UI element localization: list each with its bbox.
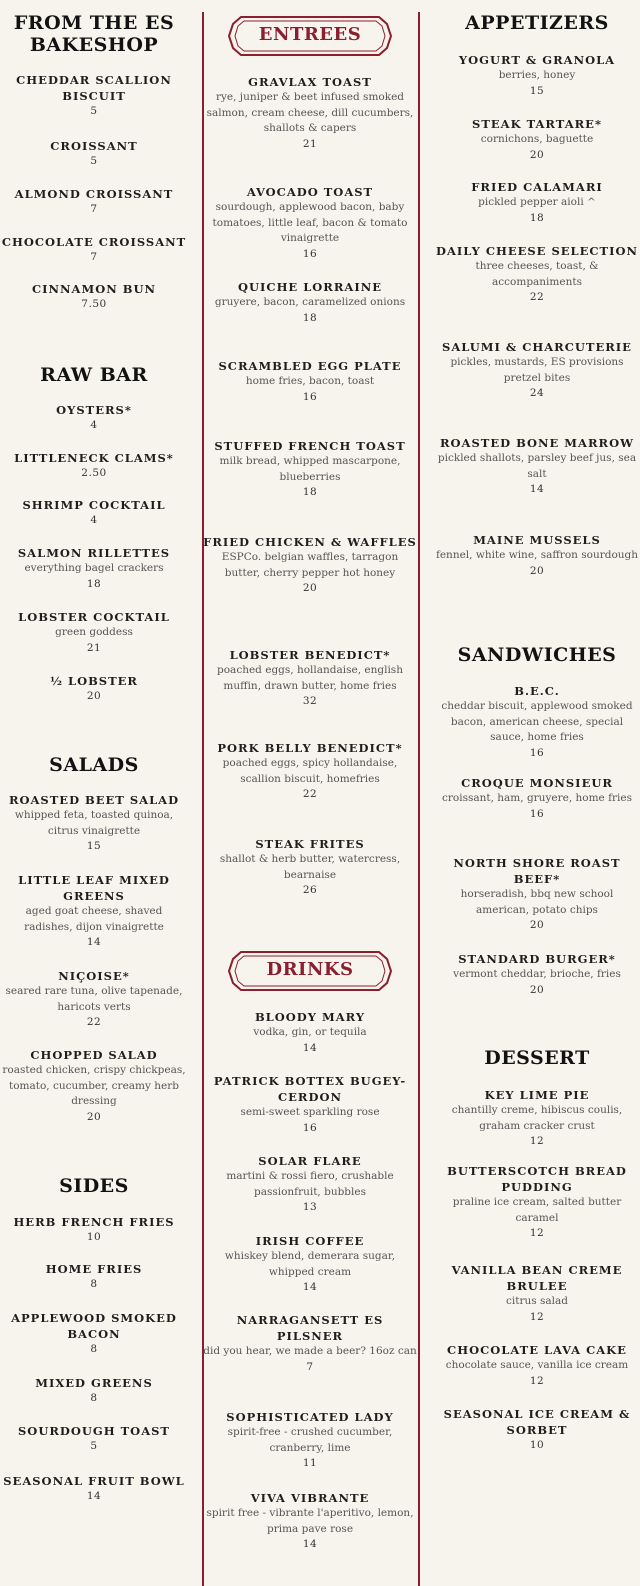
menu-item-description: sourdough, applewood bacon, baby tomatoes, little leaf, bacon & tomato vinaigrette bbox=[212, 201, 408, 244]
menu-item-name: NIÇOISE* bbox=[58, 969, 130, 983]
menu-item-name: DAILY CHEESE SELECTION bbox=[435, 244, 638, 258]
menu-item-price: 10 bbox=[529, 1439, 545, 1451]
menu-item-price: 18 bbox=[302, 486, 318, 498]
menu-item-stuffed-french-toast bbox=[203, 438, 417, 501]
menu-item-price: 20 bbox=[86, 690, 102, 702]
menu-item-vanilla-bean-creme-brulee bbox=[434, 1262, 640, 1325]
menu-item-name: SCRAMBLED EGG PLATE bbox=[218, 359, 402, 373]
menu-item-name: FRIED CHICKEN & WAFFLES bbox=[203, 535, 417, 549]
menu-item-description: chantilly creme, hibiscus coulis, graham cracker crust bbox=[451, 1104, 623, 1132]
menu-item-description: whipped feta, toasted quinoa, citrus vinaigrette bbox=[14, 809, 174, 837]
menu-item-ni-oise bbox=[0, 968, 188, 1031]
menu-item-price: 16 bbox=[302, 247, 318, 260]
menu-item-roasted-bone-marrow bbox=[434, 435, 640, 498]
menu-item-name: CHOPPED SALAD bbox=[30, 1048, 158, 1062]
menu-item-name: KEY LIME PIE bbox=[484, 1088, 590, 1102]
menu-item-price: 18 bbox=[86, 577, 102, 590]
menu-item-croque-monsieur bbox=[434, 775, 640, 822]
section-title-salads: SALADS bbox=[49, 754, 139, 776]
menu-item-cinnamon-bun bbox=[0, 281, 188, 313]
menu-item-name: ROASTED BEET SALAD bbox=[8, 793, 180, 807]
menu-item-standard-burger bbox=[434, 951, 640, 998]
menu-item-name: SOLAR FLARE bbox=[258, 1154, 362, 1168]
menu-item-price: 20 bbox=[86, 1110, 102, 1123]
menu-item-name: HOME FRIES bbox=[45, 1262, 143, 1276]
menu-item-name: CHOCOLATE LAVA CAKE bbox=[447, 1343, 627, 1357]
menu-item-price: 16 bbox=[529, 746, 545, 759]
menu-item-name: HERB FRENCH FRIES bbox=[13, 1215, 175, 1229]
menu-item-chocolate-lava-cake bbox=[434, 1342, 640, 1389]
menu-item-price: 14 bbox=[86, 1490, 102, 1502]
menu-item-name: SHRIMP COCKTAIL bbox=[22, 498, 166, 512]
menu-item-name: AVOCADO TOAST bbox=[246, 185, 374, 199]
section-title-sandwiches: SANDWICHES bbox=[457, 644, 617, 666]
menu-item-name: FRIED CALAMARI bbox=[471, 180, 603, 194]
menu-item-price: 20 bbox=[529, 983, 545, 996]
menu-item-description: milk bread, whipped mascarpone, blueberries bbox=[219, 455, 401, 483]
menu-item-chopped-salad bbox=[0, 1047, 188, 1125]
menu-item-name: SEASONAL ICE CREAM & SORBET bbox=[443, 1407, 631, 1437]
menu-item-description: horseradish, bbq new school american, potato chips bbox=[460, 888, 614, 916]
menu-item-description: whiskey blend, demerara sugar, whipped cream bbox=[224, 1250, 396, 1278]
menu-item-price: 20 bbox=[529, 919, 545, 931]
menu-item-home-fries bbox=[0, 1261, 188, 1293]
menu-item-little-leaf-mixed-greens bbox=[0, 872, 188, 951]
menu-item-price: 21 bbox=[302, 137, 318, 150]
menu-item-sourdough-toast bbox=[0, 1423, 188, 1455]
menu-item-price: 20 bbox=[529, 148, 545, 161]
menu-item-name: SALMON RILLETTES bbox=[17, 546, 171, 560]
menu-item-bloody-mary bbox=[203, 1009, 417, 1056]
menu-item-price: 15 bbox=[529, 84, 545, 97]
menu-item-name: GRAVLAX TOAST bbox=[248, 75, 372, 89]
menu-item-north-shore-roast-beef bbox=[434, 855, 640, 934]
section-banner-entrees bbox=[203, 14, 417, 58]
menu-item-description: aged goat cheese, shaved radishes, dijon vinaigrette bbox=[24, 905, 164, 933]
menu-item-price: 26 bbox=[302, 884, 318, 896]
menu-item-price: 8 bbox=[90, 1392, 98, 1404]
menu-item-name: OYSTERS* bbox=[56, 403, 132, 417]
menu-item-name: SALUMI & CHARCUTERIE bbox=[442, 340, 632, 354]
menu-item-seasonal-fruit-bowl bbox=[0, 1473, 188, 1505]
menu-item-price: 8 bbox=[90, 1278, 98, 1290]
menu-item-name: NARRAGANSETT ES PILSNER bbox=[236, 1313, 384, 1343]
menu-item-price: 16 bbox=[302, 390, 318, 403]
banner bbox=[227, 949, 393, 993]
section-title-from-the-es-bakeshop: FROM THE ES BAKESHOP bbox=[13, 12, 175, 56]
menu-item-description: martini & rossi fiero, crushable passionfruit, bubbles bbox=[226, 1170, 394, 1198]
menu-item-name: ½ LOBSTER bbox=[49, 674, 138, 688]
menu-item-description: three cheeses, toast, & accompaniments bbox=[475, 260, 599, 288]
menu-item-price: 18 bbox=[302, 311, 318, 324]
menu-item-roasted-beet-salad bbox=[0, 792, 188, 855]
menu-item-littleneck-clams bbox=[0, 450, 188, 482]
menu-item-description: semi-sweet sparkling rose bbox=[240, 1106, 380, 1118]
menu-item-price: 24 bbox=[529, 387, 545, 399]
menu-item-price: 7 bbox=[90, 251, 98, 263]
menu-item-price: 11 bbox=[302, 1457, 318, 1469]
menu-item-daily-cheese-selection bbox=[434, 243, 640, 306]
section-banner-drinks bbox=[203, 949, 417, 993]
menu-item-name: STEAK FRITES bbox=[255, 837, 365, 851]
menu-item-name: MIXED GREENS bbox=[35, 1376, 153, 1390]
menu-item-name: PORK BELLY BENEDICT* bbox=[217, 741, 403, 755]
menu-item-croissant bbox=[0, 138, 188, 170]
menu-item-price: 20 bbox=[529, 564, 545, 577]
menu-item-name: BUTTERSCOTCH BREAD PUDDING bbox=[447, 1164, 627, 1194]
menu-item-salumi-charcuterie bbox=[434, 339, 640, 402]
menu-item-description: roasted chicken, crispy chickpeas, tomato, cucumber, creamy herb dressing bbox=[2, 1064, 186, 1107]
column-divider-right bbox=[418, 12, 420, 1586]
menu-item-description: citrus salad bbox=[506, 1295, 568, 1307]
section-title-raw-bar: RAW BAR bbox=[40, 364, 148, 386]
menu-item-patrick-bottex-bugey-cerdon bbox=[203, 1073, 417, 1136]
menu-item-irish-coffee bbox=[203, 1233, 417, 1296]
menu-item-price: 5 bbox=[90, 1440, 98, 1452]
menu-item-price: 12 bbox=[529, 1310, 545, 1323]
menu-item-description: fennel, white wine, saffron sourdough bbox=[435, 549, 639, 561]
menu-item-seasonal-ice-cream-sorbet bbox=[434, 1406, 640, 1454]
menu-item-name: ROASTED BONE MARROW bbox=[439, 436, 635, 450]
menu-item-price: 14 bbox=[529, 483, 545, 495]
menu-item-name: BLOODY MARY bbox=[254, 1010, 366, 1024]
menu-item-narragansett-es-pilsner bbox=[203, 1312, 417, 1375]
menu-item-description: cheddar biscuit, applewood smoked bacon, american cheese, special sauce, home fries bbox=[441, 700, 633, 743]
menu-item-price: 22 bbox=[529, 291, 545, 303]
menu-item-description: green goddess bbox=[55, 626, 133, 638]
menu-item-name: LOBSTER BENEDICT* bbox=[229, 648, 391, 662]
menu-item-name: B.E.C. bbox=[514, 684, 560, 698]
menu-item-name: CHOCOLATE CROISSANT bbox=[1, 235, 187, 249]
menu-item-gravlax-toast bbox=[203, 74, 417, 152]
menu-item-sophisticated-lady bbox=[203, 1409, 417, 1472]
menu-item-name: CINNAMON BUN bbox=[31, 282, 156, 296]
menu-item-description: spirit free - vibrante l'aperitivo, lemon, prima pave rose bbox=[206, 1507, 414, 1535]
menu-item-oysters bbox=[0, 402, 188, 434]
menu-item-solar-flare bbox=[203, 1153, 417, 1216]
menu-item-salmon-rillettes bbox=[0, 545, 188, 592]
menu-item-name: YOGURT & GRANOLA bbox=[458, 53, 616, 67]
menu-item-price: 8 bbox=[90, 1343, 98, 1355]
menu-item-name: APPLEWOOD SMOKED BACON bbox=[11, 1311, 177, 1341]
menu-item-almond-croissant bbox=[0, 186, 188, 218]
menu-item-name: STEAK TARTARE* bbox=[472, 117, 602, 131]
menu-item-price: 4 bbox=[90, 514, 98, 526]
menu-item-viva-vibrante bbox=[203, 1490, 417, 1553]
menu-item-price: 14 bbox=[302, 1538, 318, 1550]
menu-item-yogurt-granola bbox=[434, 52, 640, 99]
menu-item-description: poached eggs, hollandaise, english muffin, drawn butter, home fries bbox=[217, 664, 403, 692]
menu-item-description: cornichons, baguette bbox=[480, 133, 594, 145]
menu-item-fried-calamari bbox=[434, 179, 640, 226]
menu-item-description: seared rare tuna, olive tapenade, haricots verts bbox=[5, 985, 183, 1013]
section-title-drinks: DRINKS bbox=[266, 959, 354, 980]
menu-item-price: 18 bbox=[529, 211, 545, 224]
menu-item-avocado-toast bbox=[203, 184, 417, 262]
menu-item-price: 12 bbox=[529, 1227, 545, 1239]
menu-item-key-lime-pie bbox=[434, 1087, 640, 1150]
menu-item-price: 32 bbox=[302, 695, 318, 707]
menu-item-price: 10 bbox=[86, 1231, 102, 1243]
menu-item-name: IRISH COFFEE bbox=[255, 1234, 365, 1248]
section-title-entrees: ENTREES bbox=[258, 24, 362, 45]
menu-item-name: CHEDDAR SCALLION BISCUIT bbox=[16, 73, 172, 103]
menu-item-name: PATRICK BOTTEX BUGEY-CERDON bbox=[213, 1074, 407, 1104]
menu-item-price: 14 bbox=[302, 1281, 318, 1293]
menu-item-price: 2.50 bbox=[81, 467, 107, 479]
menu-item-cheddar-scallion-biscuit bbox=[0, 72, 188, 120]
menu-item-fried-chicken-waffles bbox=[203, 534, 417, 597]
menu-item-description: gruyere, bacon, caramelized onions bbox=[214, 296, 406, 308]
menu-item-price: 12 bbox=[529, 1374, 545, 1387]
menu-item-price: 7 bbox=[306, 1360, 314, 1373]
menu-item-description: spirit-free - crushed cucumber, cranberry, lime bbox=[227, 1426, 393, 1454]
menu-item-name: VIVA VIBRANTE bbox=[250, 1491, 370, 1505]
menu-item-name: QUICHE LORRAINE bbox=[237, 280, 382, 294]
menu-item-price: 21 bbox=[86, 641, 102, 654]
menu-item-description: pickles, mustards, ES provisions pretzel bites bbox=[450, 356, 624, 384]
menu-item-steak-tartare bbox=[434, 116, 640, 163]
menu-item-price: 14 bbox=[86, 936, 102, 948]
menu-item-name: LOBSTER COCKTAIL bbox=[18, 610, 170, 624]
menu-item-description: pickled pepper aioli ^ bbox=[478, 196, 596, 208]
menu-item-name: SOPHISTICATED LADY bbox=[226, 1410, 394, 1424]
menu-item-price: 14 bbox=[302, 1041, 318, 1054]
menu-item-price: 7.50 bbox=[81, 298, 107, 310]
menu-item-herb-french-fries bbox=[0, 1214, 188, 1246]
menu-item-price: 5 bbox=[90, 155, 98, 167]
menu-item-price: 12 bbox=[529, 1135, 545, 1147]
menu-item-name: CROQUE MONSIEUR bbox=[461, 776, 613, 790]
menu-item-applewood-smoked-bacon bbox=[0, 1310, 188, 1358]
menu-item-price: 20 bbox=[302, 582, 318, 594]
menu-item-mixed-greens bbox=[0, 1375, 188, 1407]
menu-item-name: SOURDOUGH TOAST bbox=[18, 1424, 170, 1438]
menu-item-name: STUFFED FRENCH TOAST bbox=[214, 439, 406, 453]
section-title-appetizers: APPETIZERS bbox=[465, 12, 609, 34]
menu-item-name: LITTLE LEAF MIXED GREENS bbox=[18, 873, 170, 903]
menu-item-description: shallot & herb butter, watercress, bearnaise bbox=[219, 853, 401, 881]
menu-item-scrambled-egg-plate bbox=[203, 358, 417, 405]
menu-item-pork-belly-benedict bbox=[203, 740, 417, 803]
menu-item-name: ALMOND CROISSANT bbox=[14, 187, 174, 201]
menu-item-price: 15 bbox=[86, 840, 102, 852]
menu-item-description: did you hear, we made a beer? 16oz can bbox=[203, 1345, 417, 1357]
banner bbox=[227, 14, 393, 58]
section-title-sides: SIDES bbox=[59, 1175, 129, 1197]
menu-item-description: berries, honey bbox=[498, 69, 576, 81]
menu-item-description: croissant, ham, gruyere, home fries bbox=[442, 792, 632, 804]
menu-item-butterscotch-bread-pudding bbox=[434, 1163, 640, 1242]
menu-item-chocolate-croissant bbox=[0, 234, 188, 266]
menu-item-price: 5 bbox=[90, 105, 98, 117]
menu-item-price: 22 bbox=[86, 1016, 102, 1028]
menu-item-lobster bbox=[0, 673, 188, 705]
menu-item-name: VANILLA BEAN CREME BRULEE bbox=[451, 1263, 623, 1293]
menu-item-description: poached eggs, spicy hollandaise, scallion biscuit, homefries bbox=[222, 757, 398, 785]
menu-item-maine-mussels bbox=[434, 532, 640, 579]
menu-item-description: ESPCo. belgian waffles, tarragon butter, cherry pepper hot honey bbox=[221, 551, 399, 579]
section-title-dessert: DESSERT bbox=[484, 1047, 590, 1069]
menu-item-lobster-benedict bbox=[203, 647, 417, 710]
menu-item-description: praline ice cream, salted butter caramel bbox=[452, 1196, 622, 1224]
menu-item-price: 13 bbox=[302, 1201, 318, 1213]
menu-item-description: home fries, bacon, toast bbox=[245, 375, 375, 387]
menu-item-price: 16 bbox=[529, 807, 545, 820]
menu-item-name: CROISSANT bbox=[50, 139, 138, 153]
menu-item-b-e-c bbox=[434, 683, 640, 761]
menu-item-name: LITTLENECK CLAMS* bbox=[14, 451, 174, 465]
menu-item-description: pickled shallots, parsley beef jus, sea salt bbox=[437, 452, 637, 480]
menu-item-lobster-cocktail bbox=[0, 609, 188, 656]
menu-item-description: vermont cheddar, brioche, fries bbox=[453, 968, 621, 980]
menu-item-price: 4 bbox=[90, 419, 98, 431]
menu-item-price: 22 bbox=[302, 788, 318, 800]
menu-item-quiche-lorraine bbox=[203, 279, 417, 326]
menu-item-description: vodka, gin, or tequila bbox=[253, 1026, 367, 1038]
menu-item-price: 7 bbox=[90, 203, 98, 215]
menu-item-description: chocolate sauce, vanilla ice cream bbox=[445, 1359, 629, 1371]
menu-item-description: everything bagel crackers bbox=[24, 562, 164, 574]
menu-item-shrimp-cocktail bbox=[0, 497, 188, 529]
menu-item-name: SEASONAL FRUIT BOWL bbox=[3, 1474, 185, 1488]
menu-item-name: NORTH SHORE ROAST BEEF* bbox=[453, 856, 621, 886]
menu-item-steak-frites bbox=[203, 836, 417, 899]
menu-item-name: MAINE MUSSELS bbox=[473, 533, 601, 547]
menu-item-description: rye, juniper & beet infused smoked salmon, cream cheese, dill cucumbers, shallots & capers bbox=[206, 91, 414, 134]
menu-item-price: 16 bbox=[302, 1121, 318, 1134]
menu-item-name: STANDARD BURGER* bbox=[458, 952, 616, 966]
